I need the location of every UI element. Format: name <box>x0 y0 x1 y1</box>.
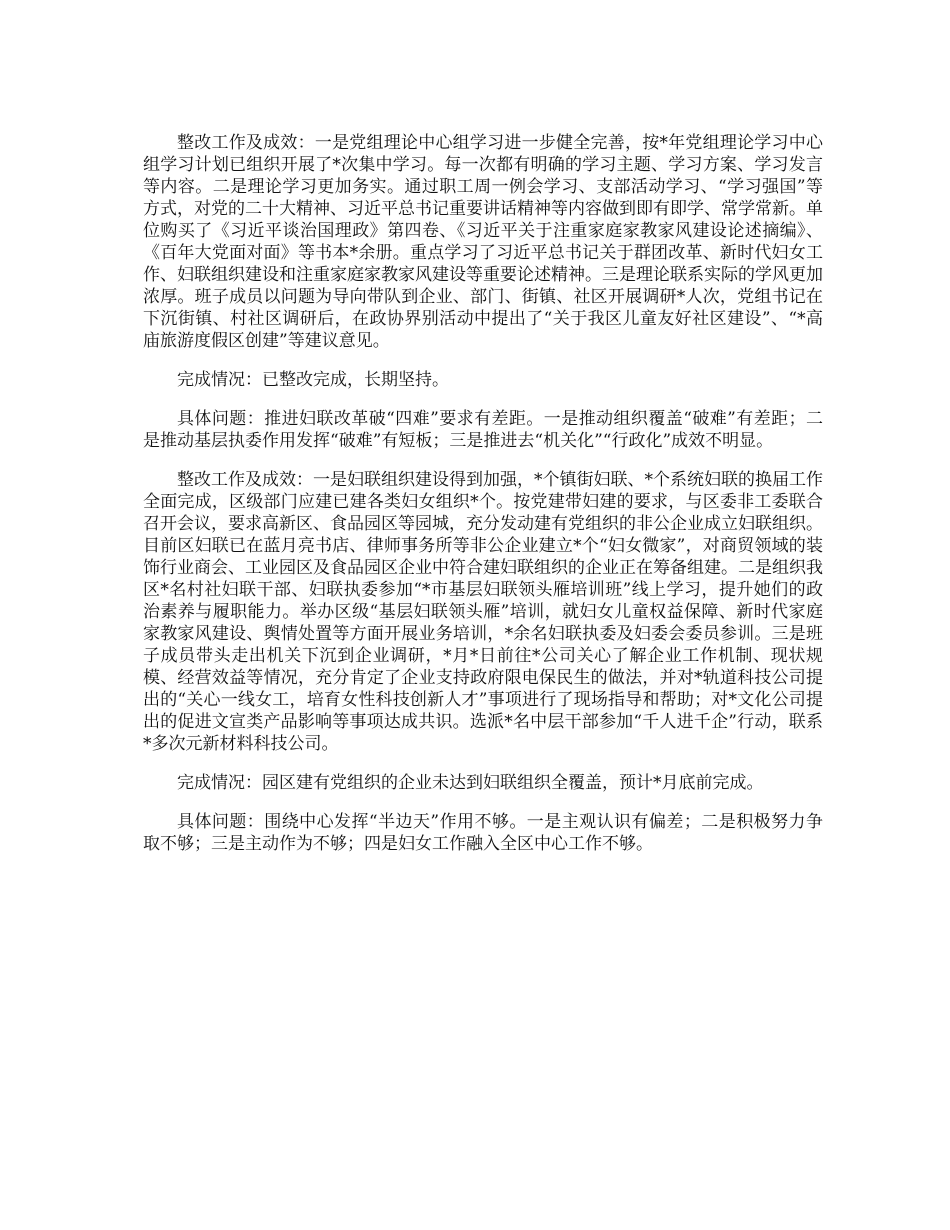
paragraph-rectification-organization: 整改工作及成效：一是妇联组织建设得到加强，*个镇街妇联、*个系统妇联的换届工作全面完成，区级部门应建已建各类妇女组织*个。按党建带妇建的要求，与区委非工委联合召开会议，要求高新区、食品园区等园城，充分发动建有党组织的非公企业成立妇联组织。目前区妇联已在蓝月亮书店、律师事务所等非公企业建立*个“妇女微家”，对商贸领域的装饰行业商会、工业园区及食品园区企业中符合建妇联组织的企业正在筹备组建。二是组织我区*名村社妇联干部、妇联执委参加“*市基层妇联领头雁培训班”线上学习，提升她们的政治素养与履职能力。举办区级“基层妇联领头雁”培训，就妇女儿童权益保障、新时代家庭家教家风建设、舆情处置等方面开展业务培训，*余名妇联执委及妇委会委员参训。三是班子成员带头走出机关下沉到企业调研，*月*日前往*公司关心了解企业工作机制、现状规模、经营效益等情况，充分肯定了企业支持政府限电保民生的做法，并对*轨道科技公司提出的“关心一线女工，培育女性科技创新人才”事项进行了现场指导和帮助；对*文化公司提出的促进文宣类产品影响等事项达成共识。选派*名中层干部参加“千人进千企”行动，联系*多次元新材料科技公司。 <box>143 470 823 754</box>
paragraph-problem-center-role: 具体问题：围绕中心发挥“半边天”作用不够。一是主观认识有偏差；二是积极努力争取不够；三是主动作为不够；四是妇女工作融入全区中心工作不够。 <box>143 812 823 854</box>
paragraph-completion-status-2: 完成情况：园区建有党组织的企业未达到妇联组织全覆盖，预计*月底前完成。 <box>177 773 764 793</box>
paragraph-completion-status-1: 完成情况：已整改完成，长期坚持。 <box>177 370 449 390</box>
paragraph-rectification-study: 整改工作及成效：一是党组理论中心组学习进一步健全完善，按*年党组理论学习中心组学习计划已组织开展了*次集中学习。每一次都有明确的学习主题、学习方案、学习发言等内容。二是理论学习更加务实。通过职工周一例会学习、支部活动学习、“学习强国”等方式，对党的二十大精神、习近平总书记重要讲话精神等内容做到即有即学、常学常新。单位购买了《习近平谈治国理政》第四卷、《习近平关于注重家庭家教家风建设论述摘编》、《百年大党面对面》等书本*余册。重点学习了习近平总书记关于群团改革、新时代妇女工作、妇联组织建设和注重家庭家教家风建设等重要论述精神。三是理论联系实际的学风更加浓厚。班子成员以问题为导向带队到企业、部门、街镇、社区开展调研*人次，党组书记在下沉街镇、村社区调研后，在政协界别活动中提出了“关于我区儿童友好社区建设”、“*高庙旅游度假区创建”等建议意见。 <box>143 133 823 351</box>
document-body <box>143 132 823 872</box>
paragraph-problem-reform: 具体问题：推进妇联改革破“四难”要求有差距。一是推动组织覆盖“破难”有差距；二是推动基层执委作用发挥“破难”有短板；三是推进去“机关化”“行政化”成效不明显。 <box>143 409 823 451</box>
